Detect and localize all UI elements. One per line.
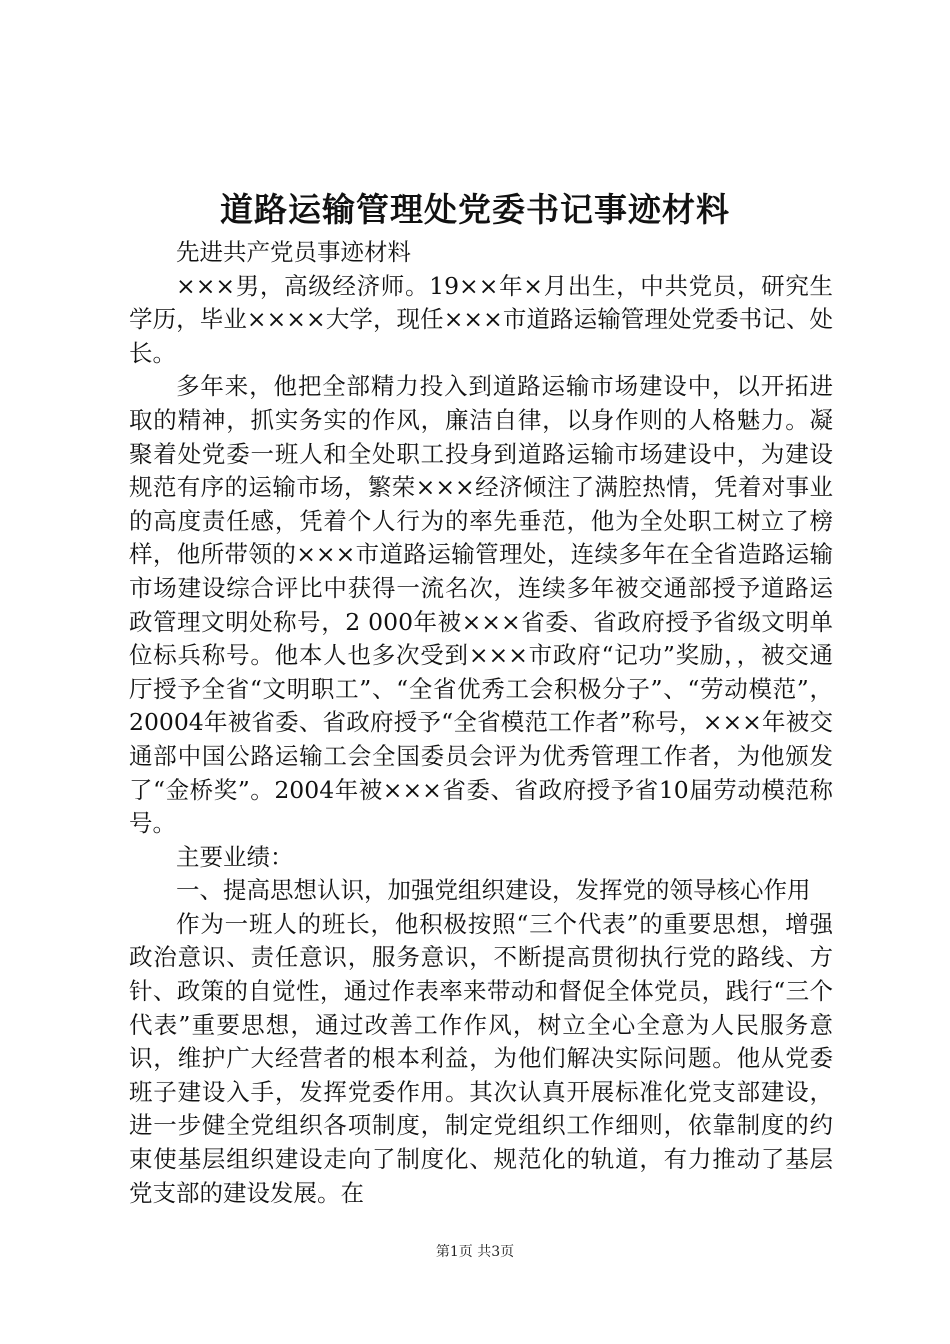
document-title: 道路运输管理处党委书记事迹材料 bbox=[220, 190, 730, 229]
paragraph-section-heading: 一、提高思想认识，加强党组织建设，发挥党的领导核心作用 bbox=[176, 876, 811, 905]
page-footer: 第1页 共3页 bbox=[435, 1244, 515, 1260]
paragraph-party-building: 作为一班人的班长，他积极按照“三个代表”的重要思想，增强政治意识、责任意识，服务意识，不断提高贯彻执行党的路线、方针、政策的自觉性，通过作表率来带动和督促全体党员，践行“三个代表”重要思想，通过改善工作作风，树立全心全意为人民服务意识，维护广大经营者的根本利益，为他们解决实际问题。他从党委班子建设入手，发挥党委作用。其次认真开展标准化党支部建设，进一步健全党组织各项制度，制定党组织工作细则，依靠制度的约束使基层组织建设走向了制度化、规范化的轨道，有力推动了基层党支部的建设发展。在 bbox=[129, 909, 833, 1207]
paragraph-main-performance-label: 主要业绩： bbox=[176, 842, 294, 871]
document-body bbox=[129, 236, 833, 1210]
paragraph-profile: ×××男，高级经济师。19××年×月出生，中共党员，研究生学历，毕业××××大学，现任×××市道路运输管理处党委书记、处长。 bbox=[129, 271, 833, 367]
paragraph-achievements: 多年来，他把全部精力投入到道路运输市场建设中，以开拓进取的精神，抓实务实的作风，廉洁自律，以身作则的人格魅力。凝聚着处党委一班人和全处职工投身到道路运输市场建设中，为建设规范有序的运输市场，繁荣×××经济倾注了满腔热情，凭着对事业的高度责任感，凭着个人行为的率先垂范，他为全处职工树立了榜样，他所带领的×××市道路运输管理处，连续多年在全省造路运输市场建设综合评比中获得一流名次，连续多年被交通部授予道路运政管理文明处称号，2 000年被×××省委、省政府授予省级文明单位标兵称号。他本人也多次受到×××市政府“记功”奖励，，被交通厅授予全省“文明职工”、“全省优秀工会积极分子”、“劳动模范”，20004年被省委、省政府授予“全省模范工作者”称号，×××年被交通部中国公路运输工会全国委员会评为优秀管理工作者，为他颁发了“金桥奖”。2004年被×××省委、省政府授予省10届劳动模范称号。 bbox=[129, 372, 833, 838]
paragraph-heading-label: 先进共产党员事迹材料 bbox=[176, 238, 411, 266]
